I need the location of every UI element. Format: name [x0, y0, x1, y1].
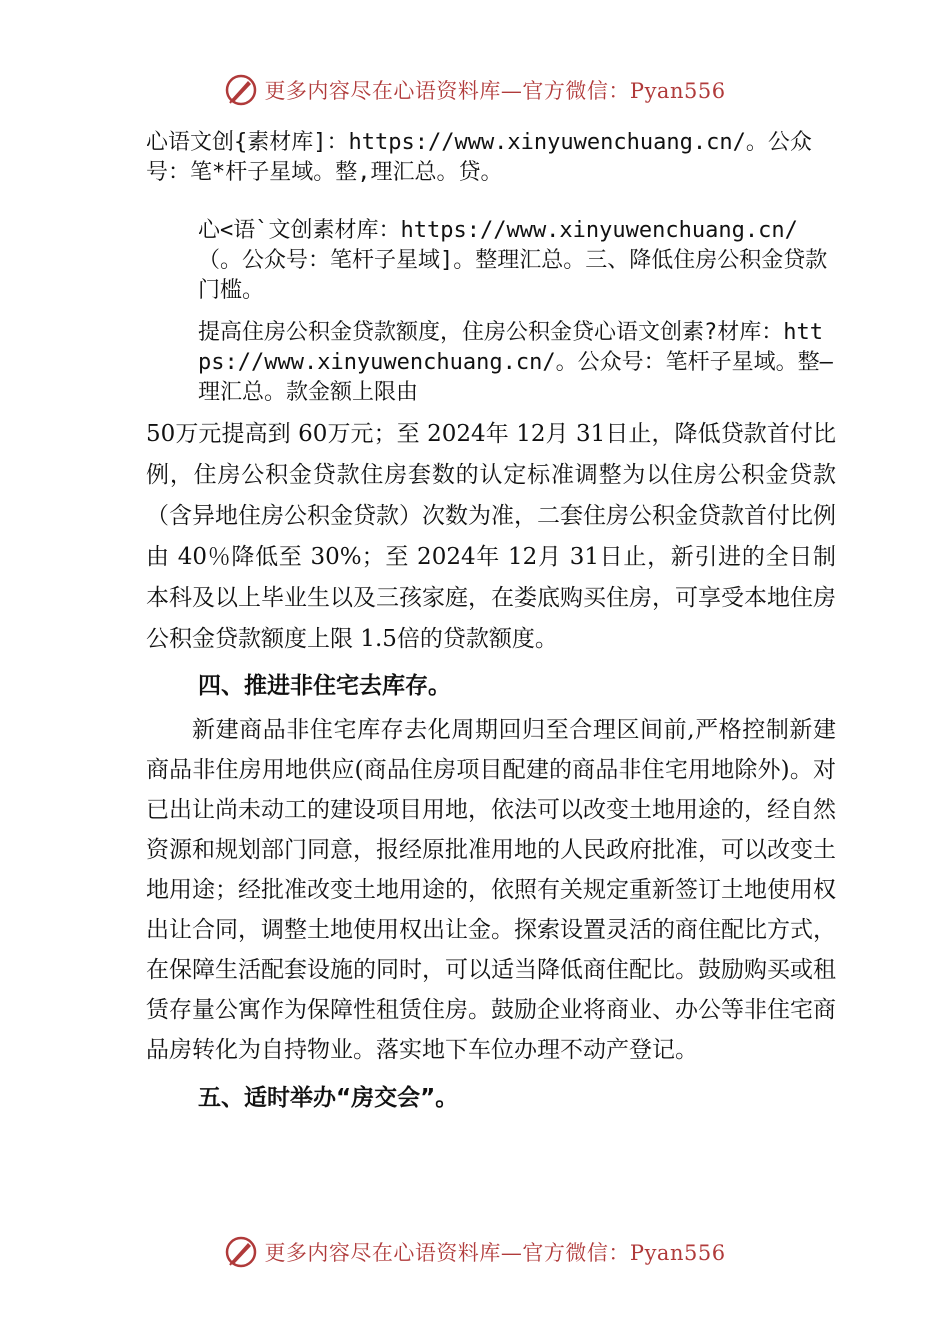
- banner-text: 更多内容尽在心语资料库—官方微信：Pyan556: [264, 79, 726, 103]
- pen-logo-icon: [224, 73, 258, 107]
- paragraph-loan: 50万元提高到 60万元；至 2024年 12月 31日止，降低贷款首付比例，住房公积金贷款住房套数的认定标准调整为以住房公积金贷款（含异地住房公积金贷款）次数为准，二套住房公积金贷款首付比例由 40％降低至 30%；至 2024年 12月 31日止，新引进的全日制本科及以上毕业生以及三孩家庭，在娄底购买住房，可享受本地住房公积金贷款额度上限 1.5倍的贷款额度。: [146, 421, 836, 652]
- footer-banner: [0, 1232, 950, 1272]
- watermark-paragraph-1: 心语文创{素材库]：https://www.xinyuwenchuang.cn/。公众号：笔*杆子星域。整,理汇总。贷。: [146, 130, 812, 185]
- pen-logo-icon: [224, 1235, 258, 1269]
- banner-text: 更多内容尽在心语资料库—官方微信：Pyan556: [264, 1241, 726, 1265]
- watermark-paragraph-2: 心<语`文创素材库：https://www.xinyuwenchuang.cn/（。公众号：笔杆子星域]。整理汇总。三、降低住房公积金贷款门槛。: [198, 218, 828, 303]
- watermark-paragraph-3: 提高住房公积金贷款额度，住房公积金贷心语文创素?材库：https://www.xinyuwenchuang.cn/。公众号：笔杆子星域。整—理汇总。款金额上限由: [198, 320, 833, 405]
- document-body: [146, 128, 836, 1118]
- header-banner: [0, 70, 950, 110]
- section-heading-5: 五、适时举办“房交会”。: [198, 1085, 459, 1111]
- section-heading-4: 四、推进非住宅去库存。: [198, 673, 451, 699]
- paragraph-non-residential: 新建商品非住宅库存去化周期回归至合理区间前,严格控制新建商品非住房用地供应(商品住房项目配建的商品非住宅用地除外)。对已出让尚未动工的建设项目用地，依法可以改变土地用途的，经自然资源和规划部门同意，报经原批准用地的人民政府批准，可以改变土地用途；经批准改变土地用途的，依照有关规定重新签订土地使用权出让合同，调整土地使用权出让金。探索设置灵活的商住配比方式，在保障生活配套设施的同时，可以适当降低商住配比。鼓励购买或租赁存量公寓作为保障性租赁住房。鼓励企业将商业、办公等非住宅商品房转化为自持物业。落实地下车位办理不动产登记。: [146, 717, 836, 1063]
